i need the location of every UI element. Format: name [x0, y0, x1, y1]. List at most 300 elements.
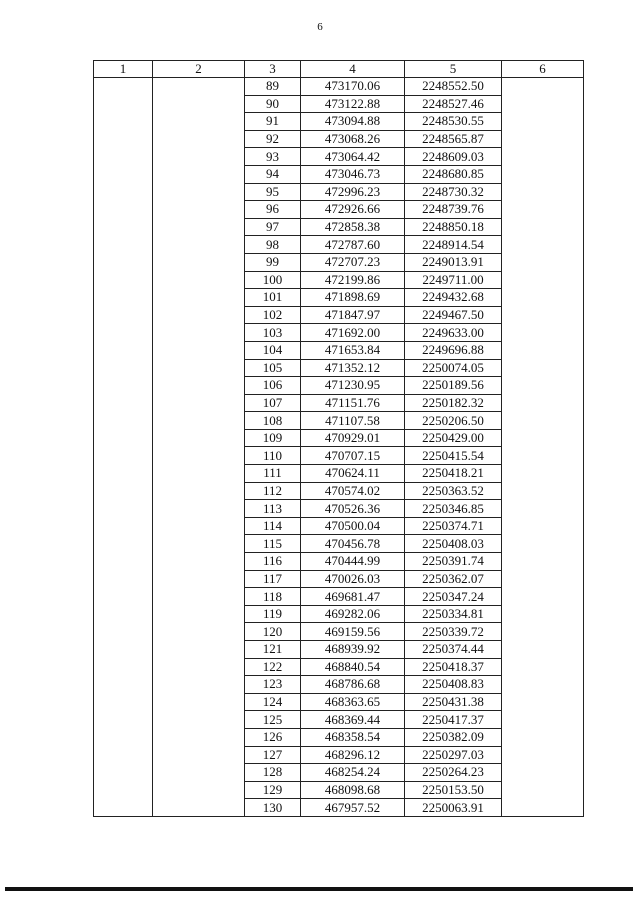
- empty-cell-col1: [94, 676, 153, 694]
- y-coordinate-cell: 2250382.09: [405, 728, 502, 746]
- empty-cell-col2: [153, 728, 245, 746]
- empty-cell-col1: [94, 500, 153, 518]
- empty-cell-col2: [153, 130, 245, 148]
- point-number-cell: 97: [245, 218, 301, 236]
- point-number-cell: 112: [245, 482, 301, 500]
- x-coordinate-cell: 470500.04: [301, 517, 405, 535]
- x-coordinate-cell: 467957.52: [301, 799, 405, 817]
- point-number-cell: 128: [245, 764, 301, 782]
- empty-cell-col2: [153, 253, 245, 271]
- x-coordinate-cell: 472199.86: [301, 271, 405, 289]
- y-coordinate-cell: 2250431.38: [405, 693, 502, 711]
- column-header-5: 5: [405, 61, 502, 78]
- table-row: [94, 553, 584, 571]
- empty-cell-col2: [153, 711, 245, 729]
- empty-cell-col1: [94, 482, 153, 500]
- x-coordinate-cell: 473064.42: [301, 148, 405, 166]
- x-coordinate-cell: 472707.23: [301, 253, 405, 271]
- table-row: [94, 148, 584, 166]
- empty-cell-col6: [502, 764, 584, 782]
- point-number-cell: 107: [245, 394, 301, 412]
- x-coordinate-cell: 470444.99: [301, 553, 405, 571]
- empty-cell-col1: [94, 781, 153, 799]
- empty-cell-col6: [502, 553, 584, 571]
- empty-cell-col6: [502, 183, 584, 201]
- empty-cell-col2: [153, 447, 245, 465]
- point-number-cell: 130: [245, 799, 301, 817]
- table-row: [94, 165, 584, 183]
- empty-cell-col2: [153, 148, 245, 166]
- table-row: [94, 588, 584, 606]
- empty-cell-col6: [502, 711, 584, 729]
- y-coordinate-cell: 2250374.44: [405, 641, 502, 659]
- x-coordinate-cell: 471151.76: [301, 394, 405, 412]
- empty-cell-col6: [502, 236, 584, 254]
- x-coordinate-cell: 468786.68: [301, 676, 405, 694]
- empty-cell-col1: [94, 517, 153, 535]
- point-number-cell: 89: [245, 78, 301, 96]
- table-row: [94, 781, 584, 799]
- empty-cell-col1: [94, 412, 153, 430]
- empty-cell-col2: [153, 764, 245, 782]
- point-number-cell: 119: [245, 605, 301, 623]
- empty-cell-col2: [153, 341, 245, 359]
- y-coordinate-cell: 2249711.00: [405, 271, 502, 289]
- empty-cell-col6: [502, 429, 584, 447]
- table-row: [94, 95, 584, 113]
- page-number: 6: [317, 21, 323, 33]
- x-coordinate-cell: 473122.88: [301, 95, 405, 113]
- table-row: [94, 359, 584, 377]
- empty-cell-col6: [502, 623, 584, 641]
- point-number-cell: 113: [245, 500, 301, 518]
- y-coordinate-cell: 2250391.74: [405, 553, 502, 571]
- y-coordinate-cell: 2250347.24: [405, 588, 502, 606]
- empty-cell-col6: [502, 728, 584, 746]
- point-number-cell: 102: [245, 306, 301, 324]
- x-coordinate-cell: 473046.73: [301, 165, 405, 183]
- table-row: [94, 324, 584, 342]
- point-number-cell: 91: [245, 113, 301, 131]
- point-number-cell: 124: [245, 693, 301, 711]
- point-number-cell: 122: [245, 658, 301, 676]
- empty-cell-col2: [153, 394, 245, 412]
- empty-cell-col1: [94, 553, 153, 571]
- point-number-cell: 93: [245, 148, 301, 166]
- empty-cell-col6: [502, 641, 584, 659]
- empty-cell-col6: [502, 394, 584, 412]
- x-coordinate-cell: 473094.88: [301, 113, 405, 131]
- empty-cell-col2: [153, 429, 245, 447]
- column-header-1: 1: [94, 61, 153, 78]
- point-number-cell: 116: [245, 553, 301, 571]
- empty-cell-col1: [94, 289, 153, 307]
- empty-cell-col6: [502, 306, 584, 324]
- empty-cell-col6: [502, 781, 584, 799]
- point-number-cell: 94: [245, 165, 301, 183]
- empty-cell-col6: [502, 359, 584, 377]
- table-row: [94, 728, 584, 746]
- empty-cell-col2: [153, 746, 245, 764]
- empty-cell-col1: [94, 570, 153, 588]
- empty-cell-col2: [153, 289, 245, 307]
- y-coordinate-cell: 2250408.83: [405, 676, 502, 694]
- x-coordinate-cell: 471898.69: [301, 289, 405, 307]
- table-row: [94, 201, 584, 219]
- point-number-cell: 123: [245, 676, 301, 694]
- y-coordinate-cell: 2249696.88: [405, 341, 502, 359]
- empty-cell-col1: [94, 271, 153, 289]
- y-coordinate-cell: 2248530.55: [405, 113, 502, 131]
- y-coordinate-cell: 2249633.00: [405, 324, 502, 342]
- x-coordinate-cell: 471107.58: [301, 412, 405, 430]
- table-row: [94, 711, 584, 729]
- point-number-cell: 109: [245, 429, 301, 447]
- column-header-4: 4: [301, 61, 405, 78]
- table-row: [94, 570, 584, 588]
- empty-cell-col2: [153, 623, 245, 641]
- empty-cell-col2: [153, 658, 245, 676]
- table-row: [94, 465, 584, 483]
- table-row: [94, 341, 584, 359]
- empty-cell-col6: [502, 482, 584, 500]
- empty-cell-col2: [153, 465, 245, 483]
- y-coordinate-cell: 2250063.91: [405, 799, 502, 817]
- empty-cell-col1: [94, 95, 153, 113]
- empty-cell-col2: [153, 359, 245, 377]
- point-number-cell: 117: [245, 570, 301, 588]
- x-coordinate-cell: 471352.12: [301, 359, 405, 377]
- empty-cell-col1: [94, 201, 153, 219]
- y-coordinate-cell: 2250363.52: [405, 482, 502, 500]
- empty-cell-col1: [94, 359, 153, 377]
- point-number-cell: 100: [245, 271, 301, 289]
- x-coordinate-cell: 470526.36: [301, 500, 405, 518]
- x-coordinate-cell: 471692.00: [301, 324, 405, 342]
- empty-cell-col1: [94, 148, 153, 166]
- x-coordinate-cell: 469681.47: [301, 588, 405, 606]
- table-row: [94, 394, 584, 412]
- x-coordinate-cell: 471653.84: [301, 341, 405, 359]
- bottom-rule: [5, 887, 633, 891]
- empty-cell-col6: [502, 746, 584, 764]
- empty-cell-col2: [153, 236, 245, 254]
- empty-cell-col1: [94, 306, 153, 324]
- x-coordinate-cell: 468939.92: [301, 641, 405, 659]
- empty-cell-col1: [94, 130, 153, 148]
- x-coordinate-cell: 470456.78: [301, 535, 405, 553]
- point-number-cell: 108: [245, 412, 301, 430]
- point-number-cell: 105: [245, 359, 301, 377]
- x-coordinate-cell: 469282.06: [301, 605, 405, 623]
- empty-cell-col2: [153, 781, 245, 799]
- x-coordinate-cell: 470574.02: [301, 482, 405, 500]
- y-coordinate-cell: 2250153.50: [405, 781, 502, 799]
- empty-cell-col1: [94, 465, 153, 483]
- table-row: [94, 429, 584, 447]
- x-coordinate-cell: 468840.54: [301, 658, 405, 676]
- x-coordinate-cell: 472787.60: [301, 236, 405, 254]
- table-header-row: [94, 61, 584, 78]
- x-coordinate-cell: 470624.11: [301, 465, 405, 483]
- table-row: [94, 693, 584, 711]
- table-row: [94, 535, 584, 553]
- empty-cell-col1: [94, 394, 153, 412]
- y-coordinate-cell: 2250417.37: [405, 711, 502, 729]
- table-body: [94, 78, 584, 817]
- x-coordinate-cell: 471230.95: [301, 377, 405, 395]
- point-number-cell: 121: [245, 641, 301, 659]
- empty-cell-col1: [94, 377, 153, 395]
- empty-cell-col6: [502, 693, 584, 711]
- empty-cell-col2: [153, 165, 245, 183]
- table-row: [94, 676, 584, 694]
- y-coordinate-cell: 2248565.87: [405, 130, 502, 148]
- empty-cell-col2: [153, 201, 245, 219]
- point-number-cell: 129: [245, 781, 301, 799]
- table-row: [94, 605, 584, 623]
- empty-cell-col6: [502, 799, 584, 817]
- x-coordinate-cell: 468254.24: [301, 764, 405, 782]
- point-number-cell: 95: [245, 183, 301, 201]
- empty-cell-col1: [94, 429, 153, 447]
- empty-cell-col6: [502, 341, 584, 359]
- y-coordinate-cell: 2248914.54: [405, 236, 502, 254]
- empty-cell-col1: [94, 605, 153, 623]
- point-number-cell: 111: [245, 465, 301, 483]
- empty-cell-col6: [502, 377, 584, 395]
- point-number-cell: 98: [245, 236, 301, 254]
- table-row: [94, 236, 584, 254]
- empty-cell-col1: [94, 236, 153, 254]
- empty-cell-col2: [153, 218, 245, 236]
- table-row: [94, 412, 584, 430]
- point-number-cell: 103: [245, 324, 301, 342]
- empty-cell-col2: [153, 306, 245, 324]
- x-coordinate-cell: 472996.23: [301, 183, 405, 201]
- empty-cell-col6: [502, 658, 584, 676]
- empty-cell-col6: [502, 535, 584, 553]
- empty-cell-col6: [502, 517, 584, 535]
- y-coordinate-cell: 2250297.03: [405, 746, 502, 764]
- empty-cell-col6: [502, 676, 584, 694]
- table-row: [94, 482, 584, 500]
- empty-cell-col1: [94, 113, 153, 131]
- empty-cell-col1: [94, 324, 153, 342]
- y-coordinate-cell: 2250074.05: [405, 359, 502, 377]
- table-row: [94, 641, 584, 659]
- table-row: [94, 130, 584, 148]
- column-header-2: 2: [153, 61, 245, 78]
- x-coordinate-cell: 472858.38: [301, 218, 405, 236]
- empty-cell-col1: [94, 764, 153, 782]
- point-number-cell: 90: [245, 95, 301, 113]
- point-number-cell: 120: [245, 623, 301, 641]
- table-row: [94, 799, 584, 817]
- point-number-cell: 101: [245, 289, 301, 307]
- empty-cell-col6: [502, 271, 584, 289]
- table-row: [94, 517, 584, 535]
- y-coordinate-cell: 2250264.23: [405, 764, 502, 782]
- empty-cell-col2: [153, 605, 245, 623]
- table-row: [94, 746, 584, 764]
- empty-cell-col2: [153, 799, 245, 817]
- y-coordinate-cell: 2250339.72: [405, 623, 502, 641]
- empty-cell-col2: [153, 324, 245, 342]
- y-coordinate-cell: 2250362.07: [405, 570, 502, 588]
- empty-cell-col2: [153, 553, 245, 571]
- empty-cell-col1: [94, 588, 153, 606]
- table-row: [94, 623, 584, 641]
- x-coordinate-cell: 470707.15: [301, 447, 405, 465]
- empty-cell-col6: [502, 465, 584, 483]
- empty-cell-col2: [153, 482, 245, 500]
- y-coordinate-cell: 2250334.81: [405, 605, 502, 623]
- empty-cell-col1: [94, 341, 153, 359]
- x-coordinate-cell: 469159.56: [301, 623, 405, 641]
- empty-cell-col1: [94, 623, 153, 641]
- empty-cell-col2: [153, 95, 245, 113]
- empty-cell-col6: [502, 412, 584, 430]
- empty-cell-col2: [153, 377, 245, 395]
- empty-cell-col1: [94, 78, 153, 96]
- empty-cell-col1: [94, 746, 153, 764]
- empty-cell-col2: [153, 588, 245, 606]
- x-coordinate-cell: 468296.12: [301, 746, 405, 764]
- y-coordinate-cell: 2248552.50: [405, 78, 502, 96]
- y-coordinate-cell: 2250408.03: [405, 535, 502, 553]
- y-coordinate-cell: 2250182.32: [405, 394, 502, 412]
- x-coordinate-cell: 471847.97: [301, 306, 405, 324]
- empty-cell-col6: [502, 201, 584, 219]
- point-number-cell: 92: [245, 130, 301, 148]
- empty-cell-col2: [153, 641, 245, 659]
- y-coordinate-cell: 2250418.37: [405, 658, 502, 676]
- table-row: [94, 447, 584, 465]
- point-number-cell: 118: [245, 588, 301, 606]
- table-row: [94, 377, 584, 395]
- empty-cell-col1: [94, 693, 153, 711]
- empty-cell-col1: [94, 658, 153, 676]
- y-coordinate-cell: 2248527.46: [405, 95, 502, 113]
- y-coordinate-cell: 2248850.18: [405, 218, 502, 236]
- point-number-cell: 110: [245, 447, 301, 465]
- empty-cell-col2: [153, 113, 245, 131]
- table-row: [94, 289, 584, 307]
- empty-cell-col1: [94, 728, 153, 746]
- y-coordinate-cell: 2249013.91: [405, 253, 502, 271]
- empty-cell-col6: [502, 113, 584, 131]
- table-row: [94, 271, 584, 289]
- empty-cell-col6: [502, 588, 584, 606]
- y-coordinate-cell: 2250374.71: [405, 517, 502, 535]
- y-coordinate-cell: 2248609.03: [405, 148, 502, 166]
- empty-cell-col6: [502, 95, 584, 113]
- y-coordinate-cell: 2250429.00: [405, 429, 502, 447]
- x-coordinate-cell: 473068.26: [301, 130, 405, 148]
- empty-cell-col2: [153, 271, 245, 289]
- empty-cell-col6: [502, 500, 584, 518]
- empty-cell-col2: [153, 412, 245, 430]
- table-row: [94, 78, 584, 96]
- coordinates-table: [93, 60, 584, 817]
- column-header-6: 6: [502, 61, 584, 78]
- empty-cell-col1: [94, 447, 153, 465]
- empty-cell-col6: [502, 78, 584, 96]
- y-coordinate-cell: 2250346.85: [405, 500, 502, 518]
- empty-cell-col2: [153, 570, 245, 588]
- table-row: [94, 253, 584, 271]
- table-row: [94, 183, 584, 201]
- y-coordinate-cell: 2250415.54: [405, 447, 502, 465]
- point-number-cell: 115: [245, 535, 301, 553]
- point-number-cell: 126: [245, 728, 301, 746]
- table-row: [94, 764, 584, 782]
- point-number-cell: 106: [245, 377, 301, 395]
- empty-cell-col6: [502, 130, 584, 148]
- empty-cell-col2: [153, 693, 245, 711]
- x-coordinate-cell: 468358.54: [301, 728, 405, 746]
- empty-cell-col6: [502, 218, 584, 236]
- x-coordinate-cell: 470929.01: [301, 429, 405, 447]
- empty-cell-col6: [502, 165, 584, 183]
- point-number-cell: 114: [245, 517, 301, 535]
- point-number-cell: 96: [245, 201, 301, 219]
- empty-cell-col6: [502, 605, 584, 623]
- empty-cell-col1: [94, 253, 153, 271]
- empty-cell-col1: [94, 218, 153, 236]
- table-row: [94, 306, 584, 324]
- y-coordinate-cell: 2248680.85: [405, 165, 502, 183]
- x-coordinate-cell: 468098.68: [301, 781, 405, 799]
- y-coordinate-cell: 2250418.21: [405, 465, 502, 483]
- empty-cell-col1: [94, 641, 153, 659]
- y-coordinate-cell: 2250189.56: [405, 377, 502, 395]
- x-coordinate-cell: 468369.44: [301, 711, 405, 729]
- empty-cell-col6: [502, 447, 584, 465]
- empty-cell-col6: [502, 324, 584, 342]
- point-number-cell: 125: [245, 711, 301, 729]
- y-coordinate-cell: 2248739.76: [405, 201, 502, 219]
- x-coordinate-cell: 473170.06: [301, 78, 405, 96]
- empty-cell-col6: [502, 148, 584, 166]
- empty-cell-col1: [94, 165, 153, 183]
- y-coordinate-cell: 2249467.50: [405, 306, 502, 324]
- empty-cell-col1: [94, 799, 153, 817]
- empty-cell-col6: [502, 253, 584, 271]
- empty-cell-col2: [153, 676, 245, 694]
- empty-cell-col1: [94, 535, 153, 553]
- point-number-cell: 104: [245, 341, 301, 359]
- empty-cell-col2: [153, 500, 245, 518]
- x-coordinate-cell: 468363.65: [301, 693, 405, 711]
- point-number-cell: 99: [245, 253, 301, 271]
- empty-cell-col6: [502, 570, 584, 588]
- x-coordinate-cell: 472926.66: [301, 201, 405, 219]
- table-row: [94, 500, 584, 518]
- x-coordinate-cell: 470026.03: [301, 570, 405, 588]
- table-row: [94, 113, 584, 131]
- y-coordinate-cell: 2250206.50: [405, 412, 502, 430]
- empty-cell-col1: [94, 711, 153, 729]
- point-number-cell: 127: [245, 746, 301, 764]
- y-coordinate-cell: 2248730.32: [405, 183, 502, 201]
- empty-cell-col6: [502, 289, 584, 307]
- empty-cell-col2: [153, 517, 245, 535]
- table-row: [94, 218, 584, 236]
- empty-cell-col1: [94, 183, 153, 201]
- table-row: [94, 658, 584, 676]
